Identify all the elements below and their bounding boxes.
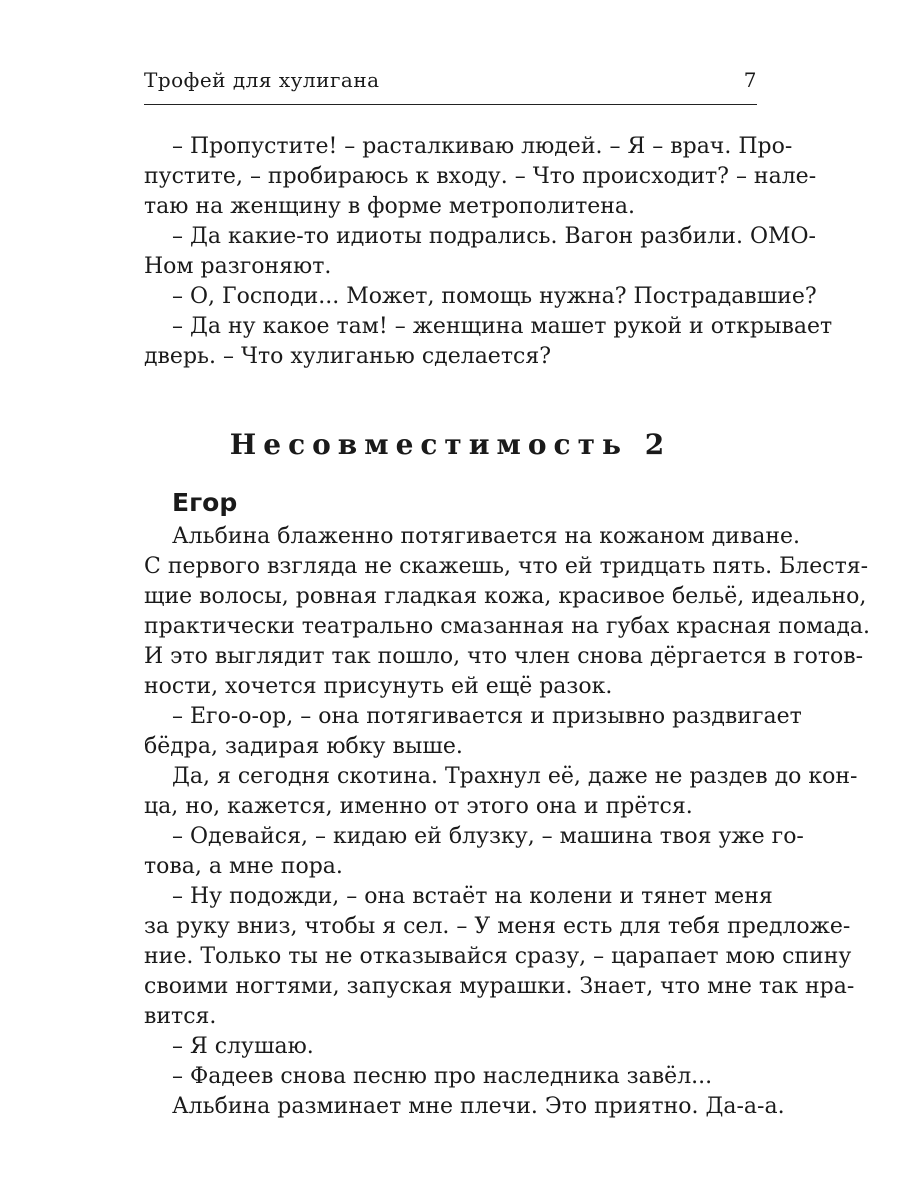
text-line: – Фадеев снова песню про наследника завёл...	[172, 1064, 713, 1089]
text-line: Альбина блаженно потягивается на кожаном диване.	[172, 524, 801, 549]
text-line: – Ну подожди, – она встаёт на колени и тянет меня	[172, 884, 773, 909]
text-line: това, а мне пора.	[144, 854, 343, 879]
text-line: И это выглядит так пошло, что член снова дёргается в готов-	[144, 644, 864, 669]
header-divider	[144, 104, 757, 105]
text-line: пустите, – пробираюсь к входу. – Что происходит? – нале-	[144, 164, 817, 189]
running-head	[144, 68, 757, 98]
text-line: таю на женщину в форме метрополитена.	[144, 194, 636, 219]
text-line: – О, Господи... Может, помощь нужна? Пострадавшие?	[172, 284, 817, 309]
text-line: Альбина разминает мне плечи. Это приятно. Да-а-а.	[172, 1094, 785, 1119]
text-line: своими ногтями, запуская мурашки. Знает, что мне так нра-	[144, 974, 855, 999]
text-line: – Пропустите! – расталкиваю людей. – Я – врач. Про-	[172, 134, 793, 159]
text-line: вится.	[144, 1004, 217, 1029]
text-line: С первого взгляда не скажешь, что ей тридцать пять. Блестя-	[144, 554, 869, 579]
text-line: ности, хочется присунуть ей ещё разок.	[144, 674, 613, 699]
text-line: за руку вниз, чтобы я сел. – У меня есть для тебя предложе-	[144, 914, 851, 939]
section-heading: Егор	[172, 488, 238, 517]
text-line: ца, но, кажется, именно от этого она и прётся.	[144, 794, 693, 819]
text-line: – Я слушаю.	[172, 1034, 314, 1059]
text-line: – Да ну какое там! – женщина машет рукой и открывает	[172, 314, 833, 339]
text-line: Да, я сегодня скотина. Трахнул её, даже не раздев до кон-	[172, 764, 858, 789]
text-line: дверь. – Что хулиганью сделается?	[144, 344, 551, 369]
chapter-title: Несовместимость 2	[229, 428, 672, 461]
text-line: Ном разгоняют.	[144, 254, 332, 279]
text-line: – Одевайся, – кидаю ей блузку, – машина твоя уже го-	[172, 824, 804, 849]
text-line: бёдра, задирая юбку выше.	[144, 734, 463, 759]
text-line: – Да какие-то идиоты подрались. Вагон разбили. ОМО-	[172, 224, 816, 249]
text-line: – Его-о-ор, – она потягивается и призывно раздвигает	[172, 704, 802, 729]
page-number: 7	[743, 68, 757, 92]
book-title: Трофей для хулигана	[144, 68, 380, 92]
text-line: ние. Только ты не отказывайся сразу, – царапает мою спину	[144, 944, 852, 969]
text-line: практически театрально смазанная на губах красная помада.	[144, 614, 870, 639]
text-line: щие волосы, ровная гладкая кожа, красивое бельё, идеально,	[144, 584, 867, 609]
